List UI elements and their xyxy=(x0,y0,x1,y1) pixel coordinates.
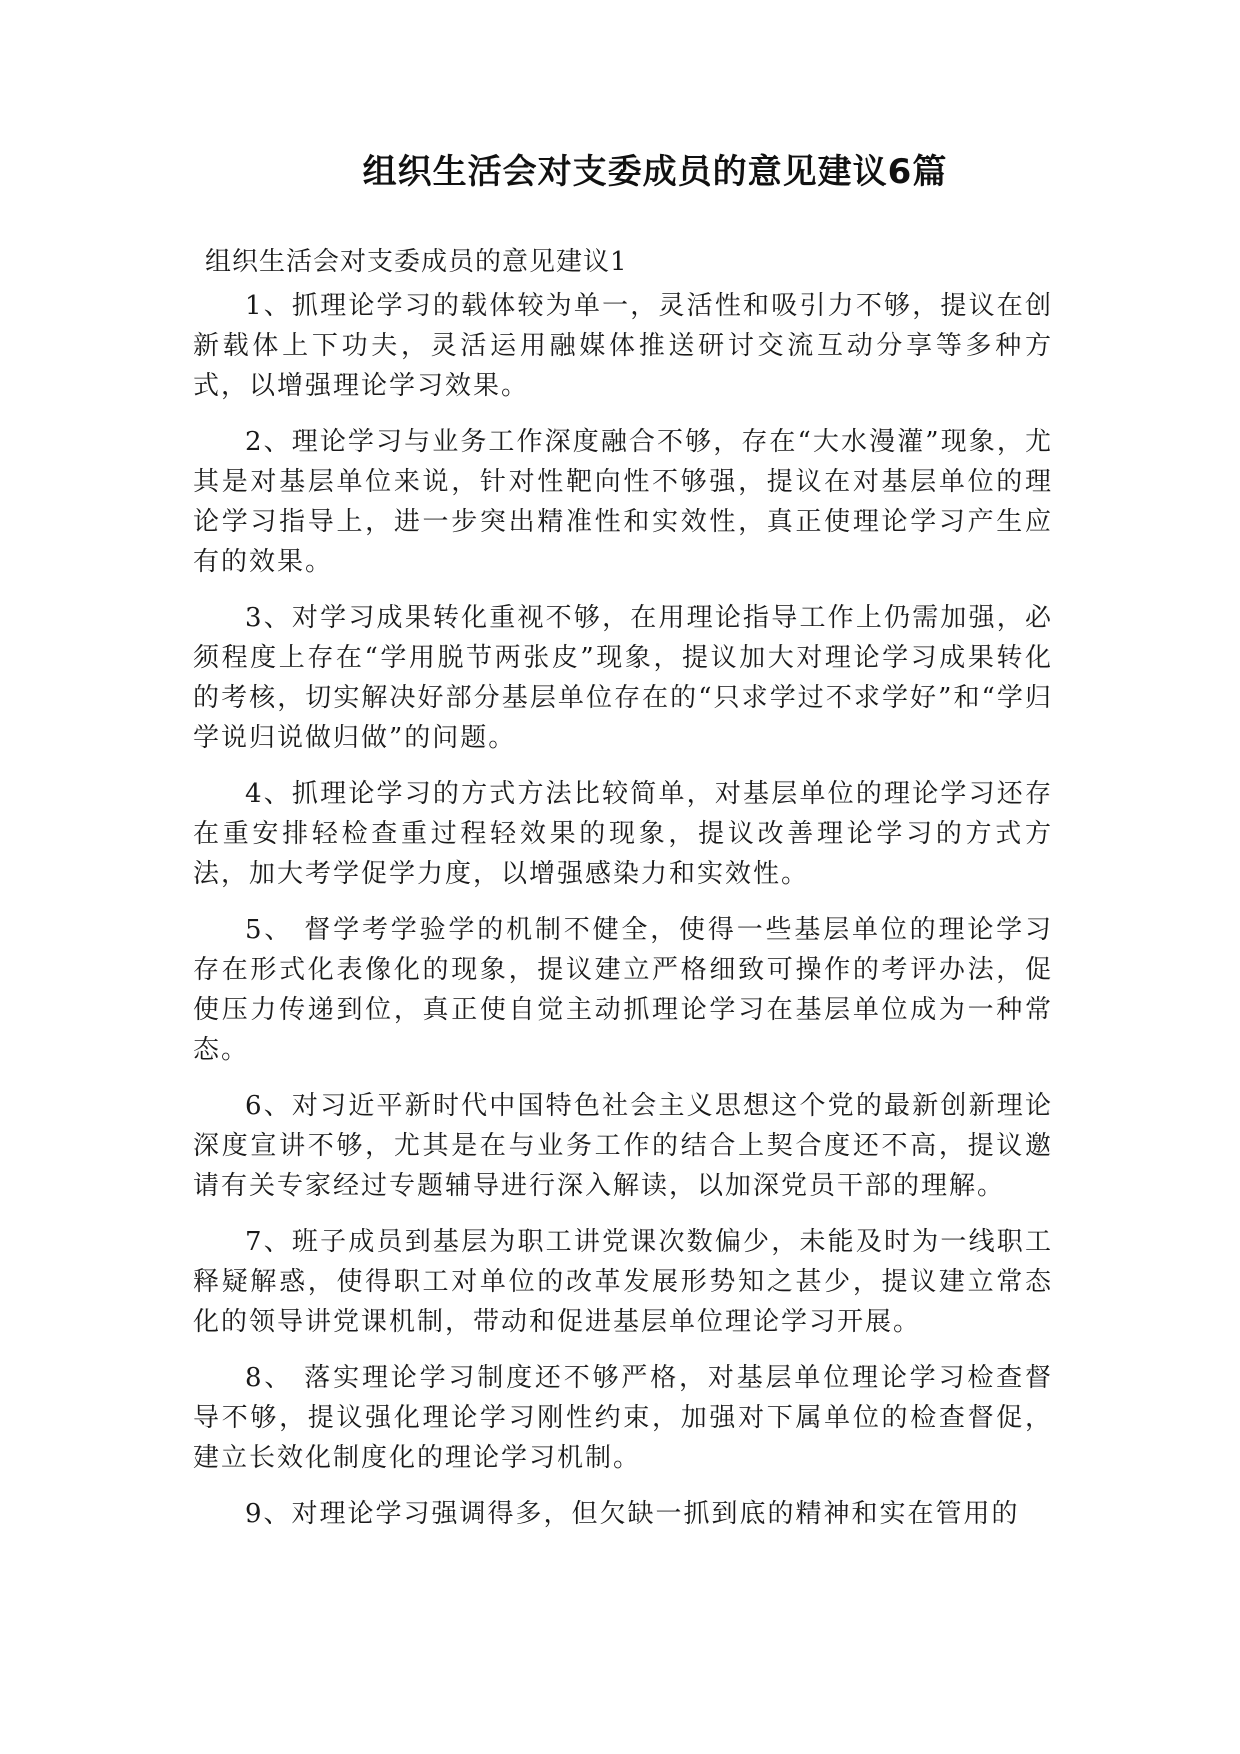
document-title: 组织生活会对支委成员的意见建议6篇 xyxy=(362,152,948,192)
document-body xyxy=(193,286,1053,1550)
paragraph-4: 4、抓理论学习的方式方法比较简单，对基层单位的理论学习还存在重安排轻检查重过程轻效果的现象，提议改善理论学习的方式方法，加大考学促学力度，以增强感染力和实效性。 xyxy=(193,779,1053,889)
paragraph-9: 9、对理论学习强调得多，但欠缺一抓到底的精神和实在管用的 xyxy=(245,1499,1020,1529)
paragraph-5: 5、 督学考学验学的机制不健全，使得一些基层单位的理论学习 存在形式化表像化的现象，提议建立严格细致可操作的考评办法，促 使压力传递到位，真正使自觉主动抓理论学习在基层单位成为一种常 态。 xyxy=(193,915,1053,1065)
paragraph-7: 7、班子成员到基层为职工讲党课次数偏少，未能及时为一线职工释疑解惑，使得职工对单位的改革发展形势知之甚少，提议建立常态化的领导讲党课机制，带动和促进基层单位理论学习开展。 xyxy=(193,1227,1053,1337)
paragraph-6: 6、对习近平新时代中国特色社会主义思想这个党的最新创新理论深度宣讲不够，尤其是在与业务工作的结合上契合度还不高，提议邀请有关专家经过专题辅导进行深入解读，以加深党员干部的理解。 xyxy=(193,1091,1053,1201)
paragraph-2: 2、理论学习与业务工作深度融合不够，存在“大水漫灌”现象，尤其是对基层单位来说，针对性靶向性不够强，提议在对基层单位的理论学习指导上，进一步突出精准性和实效性，真正使理论学习产生应有的效果。 xyxy=(193,427,1053,577)
paragraph-1: 1、抓理论学习的载体较为单一，灵活性和吸引力不够，提议在创新载体上下功夫，灵活运用融媒体推送研讨交流互动分享等多种方式，以增强理论学习效果。 xyxy=(193,291,1053,401)
paragraph-8: 8、 落实理论学习制度还不够严格，对基层单位理论学习检查督 导不够，提议强化理论学习刚性约束，加强对下属单位的检查督促， 建立长效化制度化的理论学习机制。 xyxy=(193,1363,1053,1473)
paragraph-3: 3、对学习成果转化重视不够，在用理论指导工作上仍需加强，必须程度上存在“学用脱节两张皮”现象，提议加大对理论学习成果转化的考核，切实解决好部分基层单位存在的“只求学过不求学好”和“学归学说归说做归做”的问题。 xyxy=(193,603,1053,753)
section-heading: 组织生活会对支委成员的意见建议1 xyxy=(205,247,628,277)
